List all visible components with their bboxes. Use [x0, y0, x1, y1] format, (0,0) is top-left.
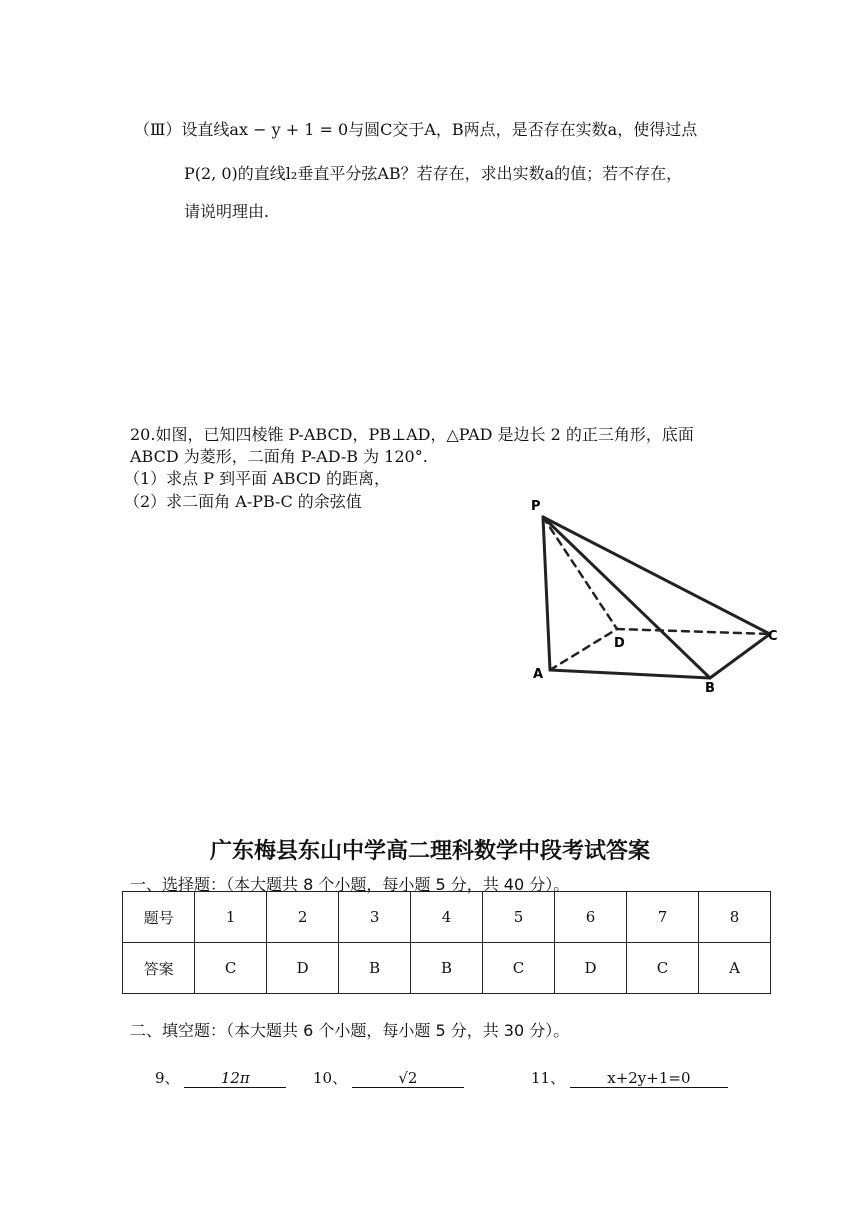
- edge-ad-hidden: [550, 629, 617, 670]
- fill-number: 9、: [155, 1069, 180, 1087]
- table-cell: 2: [267, 892, 339, 943]
- q20-part-1: （1）求点 P 到平面 ABCD 的距离，: [124, 469, 390, 488]
- table-header-number: 题号: [123, 892, 195, 943]
- edge-pa: [543, 517, 550, 670]
- edge-pb: [543, 517, 710, 678]
- q3-line-3: 请说明理由.: [184, 202, 270, 221]
- answer-table: [122, 891, 771, 994]
- table-cell: 6: [555, 892, 627, 943]
- label-b: B: [705, 681, 715, 696]
- table-row-numbers: [123, 892, 771, 943]
- label-p: P: [531, 499, 541, 514]
- edge-bc: [710, 634, 770, 678]
- fill-answer-11: [531, 1067, 728, 1088]
- table-row-answers: [123, 943, 771, 994]
- table-cell: B: [411, 943, 483, 994]
- table-cell: 7: [627, 892, 699, 943]
- q3-line-1: （Ⅲ）设直线ax − y + 1 = 0与圆C交于A，B两点，是否存在实数a，使得过点: [134, 120, 698, 139]
- table-cell: D: [555, 943, 627, 994]
- label-a: A: [533, 667, 544, 682]
- edge-dc-hidden: [617, 629, 770, 634]
- fill-answer-9: [155, 1067, 286, 1088]
- table-header-answer: 答案: [123, 943, 195, 994]
- edge-pc: [543, 517, 770, 634]
- table-cell: C: [195, 943, 267, 994]
- fill-number: 11、: [531, 1069, 566, 1087]
- q3-line-2: P(2, 0)的直线l₂垂直平分弦AB？若存在，求出实数a的值；若不存在，: [184, 164, 683, 183]
- fill-value: √2: [352, 1069, 464, 1088]
- label-d: D: [614, 636, 625, 651]
- table-cell: D: [267, 943, 339, 994]
- q20-line-1: 20.如图，已知四棱锥 P-ABCD，PB⊥AD，△PAD 是边长 2 的正三角形，底面: [130, 425, 694, 444]
- edge-ab: [550, 670, 710, 678]
- q20-line-2: ABCD 为菱形，二面角 P-AD-B 为 120°.: [130, 447, 428, 466]
- table-cell: 4: [411, 892, 483, 943]
- fill-answer-10: [313, 1067, 464, 1088]
- edge-pd-hidden: [543, 517, 617, 629]
- pyramid-figure: [525, 492, 790, 702]
- table-cell: 1: [195, 892, 267, 943]
- table-cell: 5: [483, 892, 555, 943]
- table-cell: A: [698, 943, 770, 994]
- table-cell: B: [339, 943, 411, 994]
- table-cell: 8: [698, 892, 770, 943]
- table-cell: C: [483, 943, 555, 994]
- section-multiple-choice: 一、选择题：（本大题共 8 个小题，每小题 5 分，共 40 分）。: [130, 875, 570, 894]
- fill-value: x+2y+1=0: [570, 1069, 728, 1088]
- q20-part-2: （2）求二面角 A-PB-C 的余弦值: [124, 492, 362, 511]
- fill-number: 10、: [313, 1069, 348, 1087]
- section-fill-in: 二、填空题：（本大题共 6 个小题，每小题 5 分，共 30 分）。: [130, 1021, 570, 1040]
- table-cell: 3: [339, 892, 411, 943]
- table-cell: C: [627, 943, 699, 994]
- answer-key-title: 广东梅县东山中学高二理科数学中段考试答案: [209, 839, 650, 864]
- label-c: C: [768, 629, 778, 644]
- fill-value: 12π: [184, 1069, 286, 1088]
